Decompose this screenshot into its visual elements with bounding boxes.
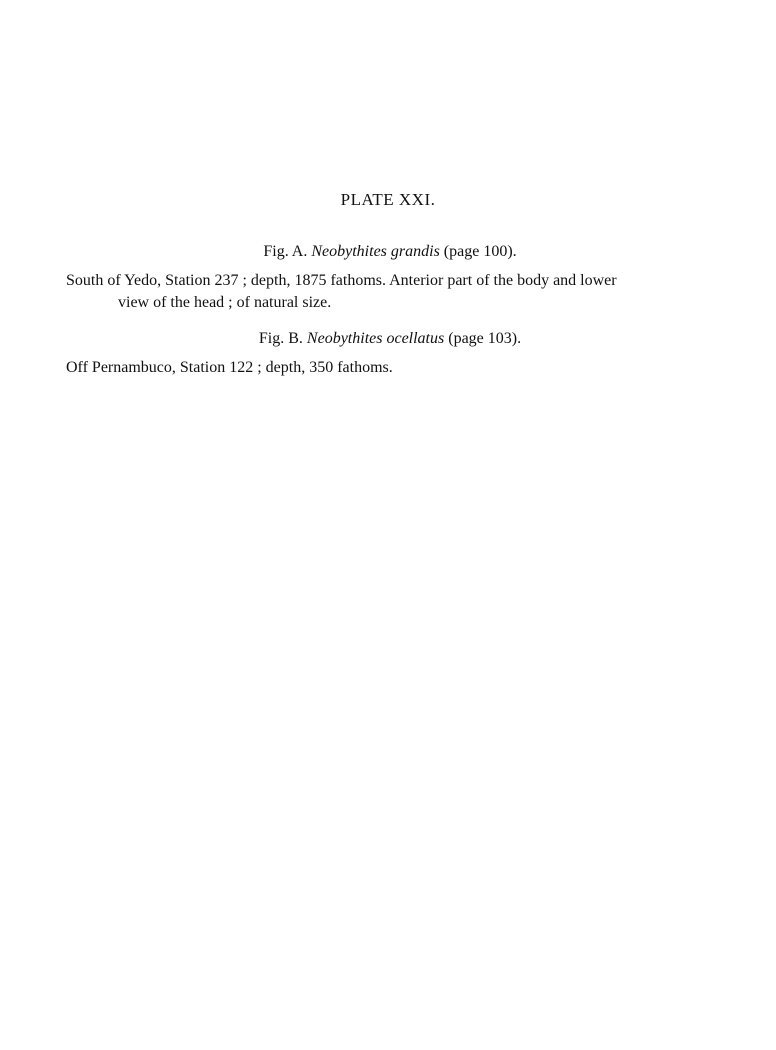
figure-b-label: Fig. B. <box>258 330 303 347</box>
figure-b-description-line: Off Pernambuco, Station 122 ; depth, 350 fathoms. <box>66 359 393 376</box>
figure-b-description <box>66 357 726 379</box>
figure-b-species: Neobythites ocellatus <box>306 330 445 347</box>
figure-b-page-ref: (page 103). <box>448 330 522 347</box>
figure-a-species: Neobythites grandis <box>311 243 440 260</box>
figure-b-heading <box>2 330 776 348</box>
figure-a-label: Fig. A. <box>263 243 308 260</box>
figure-a-heading <box>2 243 776 261</box>
figure-a-description-line: view of the head ; of natural size. <box>118 294 332 311</box>
figure-a-description-line: South of Yedo, Station 237 ; depth, 1875 fathoms. Anterior part of the body and lower <box>66 272 617 289</box>
figure-a-page-ref: (page 100). <box>443 243 517 260</box>
figure-a-description <box>66 270 726 314</box>
plate-title: PLATE XXI. <box>340 190 436 209</box>
